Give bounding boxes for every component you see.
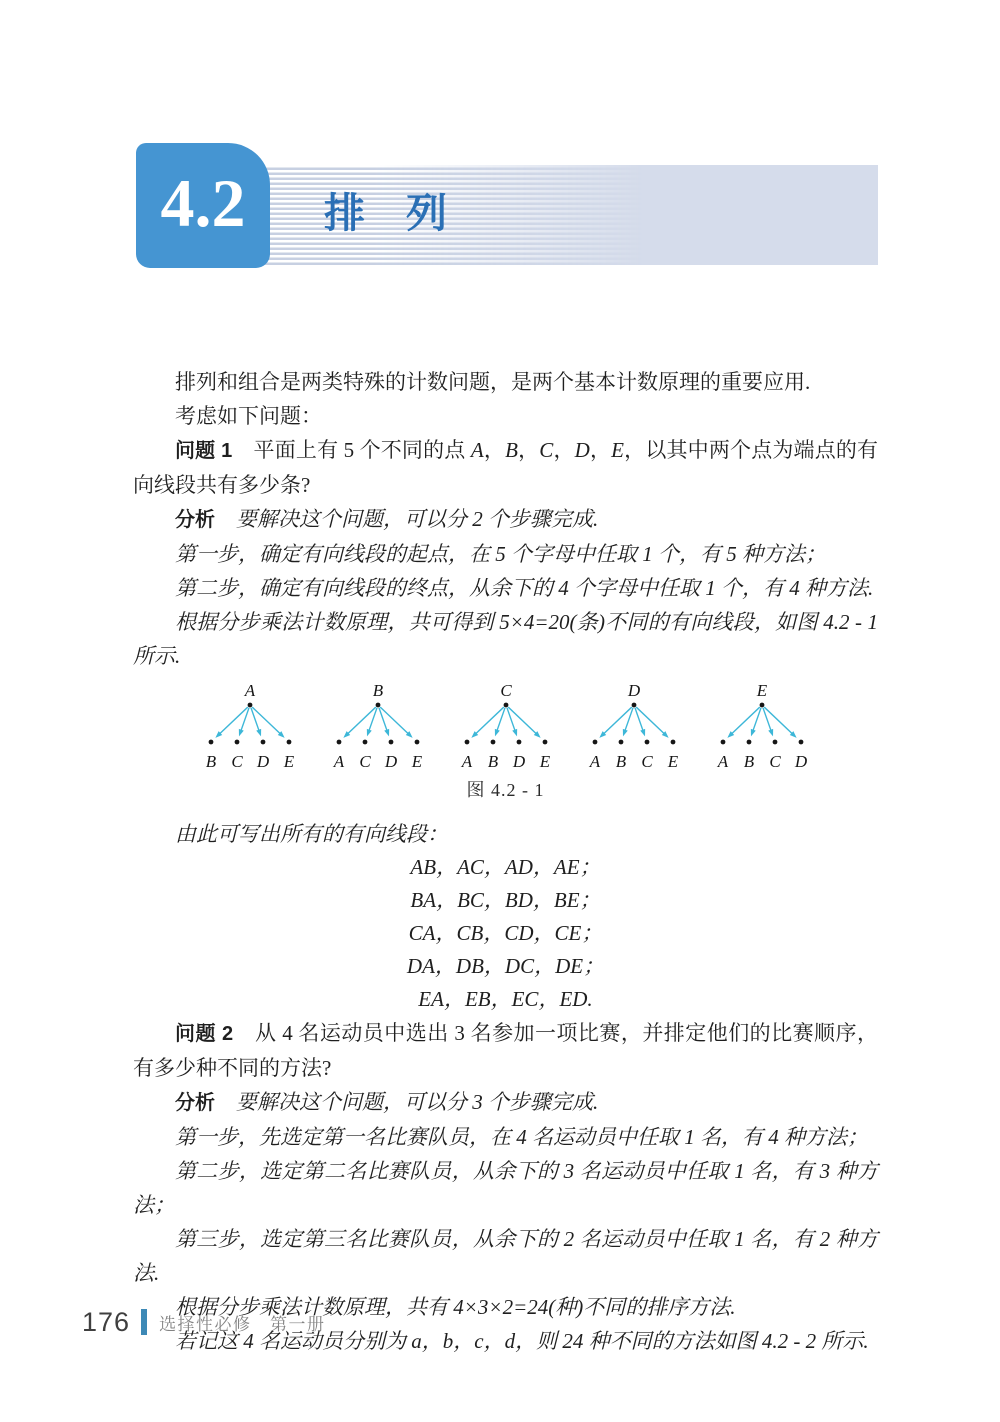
svg-text:E: E <box>411 752 422 771</box>
svg-text:C: C <box>358 752 371 771</box>
tree-root-C <box>448 681 564 773</box>
problem2-label: 问题 2 <box>175 1023 234 1045</box>
svg-text:B: B <box>205 752 216 771</box>
intro-paragraph-2: 考虑如下问题： <box>175 404 322 428</box>
figure-4-2-1 <box>133 681 878 803</box>
svg-text:C: C <box>230 752 243 771</box>
footer-divider-bar <box>141 1309 147 1335</box>
figure-caption: 图 4.2 - 1 <box>466 780 545 800</box>
svg-text:C: C <box>499 681 512 700</box>
problem2-step1: 第一步，先选定第一名比赛队员，在 4 名运动员中任取 1 名，有 4 种方法； <box>175 1125 868 1149</box>
segment-list <box>133 851 878 1016</box>
problem1-conclusion: 根据分步乘法计数原理，共可得到 5×4=20(条)不同的有向线段，如图 4.2 - 1 所示. <box>133 610 878 668</box>
segment-line: CA，CB，CD，CE； <box>408 921 603 945</box>
tree-root-B <box>320 681 436 773</box>
tree-root-E <box>704 681 820 773</box>
tree-figure-row <box>133 681 878 773</box>
analysis1-paragraph: 分析 要解决这个问题，可以分 2 个步骤完成. <box>175 507 599 531</box>
problem2-step3: 第三步，选定第三名比赛队员，从余下的 2 名运动员中任取 1 名，有 2 种方法. <box>133 1227 878 1285</box>
book-title: 选择性必修 第一册 <box>159 1314 326 1334</box>
svg-text:E: E <box>756 681 767 700</box>
analysis2-paragraph: 分析 要解决这个问题，可以分 3 个步骤完成. <box>175 1090 599 1114</box>
segment-line: EA，EB，EC，ED. <box>418 987 593 1011</box>
svg-text:E: E <box>539 752 550 771</box>
svg-text:A: A <box>333 752 344 771</box>
page-content <box>133 365 878 1358</box>
intro-paragraph-1: 排列和组合是两类特殊的计数问题，是两个基本计数原理的重要应用. <box>175 370 811 394</box>
problem2-paragraph: 问题 2 从 4 名运动员中选出 3 名参加一项比赛，并排定他们的比赛顺序，有多少种不同的方法? <box>133 1021 878 1080</box>
svg-text:B: B <box>615 752 626 771</box>
page-footer <box>82 1305 326 1339</box>
section-title: 排 列 <box>324 190 447 236</box>
tree-root-D <box>576 681 692 773</box>
svg-text:A: A <box>589 752 600 771</box>
analysis2-label: 分析 <box>175 1092 215 1114</box>
svg-text:D: D <box>794 752 807 771</box>
svg-text:B: B <box>372 681 383 700</box>
svg-text:D: D <box>512 752 525 771</box>
section-number: 4.2 <box>160 164 246 241</box>
svg-text:D: D <box>627 681 640 700</box>
svg-text:E: E <box>667 752 678 771</box>
segment-line: BA，BC，BD，BE； <box>410 888 601 912</box>
problem2-step2: 第二步，选定第二名比赛队员，从余下的 3 名运动员中任取 1 名，有 3 种方法； <box>133 1159 878 1217</box>
svg-text:C: C <box>640 752 653 771</box>
segment-list-intro: 由此可写出所有的有向线段： <box>175 822 448 846</box>
svg-text:A: A <box>461 752 472 771</box>
svg-text:D: D <box>384 752 397 771</box>
problem1-paragraph: 问题 1 平面上有 5 个不同的点 A，B，C，D，E，以其中两个点为端点的有向线段共有多少条? <box>133 438 879 497</box>
svg-text:A: A <box>717 752 728 771</box>
svg-text:E: E <box>283 752 294 771</box>
page-number: 176 <box>82 1306 131 1337</box>
svg-text:D: D <box>256 752 269 771</box>
tree-root-A <box>192 681 308 773</box>
problem2-note: 若记这 4 名运动员分别为 a，b，c，d，则 24 种不同的方法如图 4.2 - 2 所示. <box>175 1329 869 1353</box>
section-number-box <box>136 143 270 268</box>
svg-text:C: C <box>768 752 781 771</box>
analysis1-label: 分析 <box>175 509 215 531</box>
segment-line: DA，DB，DC，DE； <box>406 954 605 978</box>
svg-text:B: B <box>487 752 498 771</box>
section-banner <box>262 165 878 265</box>
svg-text:B: B <box>743 752 754 771</box>
segment-line: AB，AC，AD，AE； <box>410 855 601 879</box>
problem1-label: 问题 1 <box>175 440 233 462</box>
svg-text:A: A <box>244 681 255 700</box>
problem1-step2: 第二步，确定有向线段的终点，从余下的 4 个字母中任取 1 个，有 4 种方法. <box>175 576 874 600</box>
problem1-step1: 第一步，确定有向线段的起点，在 5 个字母中任取 1 个，有 5 种方法； <box>175 542 826 566</box>
problem2-conclusion: 根据分步乘法计数原理，共有 4×3×2=24(种)不同的排序方法. <box>175 1295 736 1319</box>
